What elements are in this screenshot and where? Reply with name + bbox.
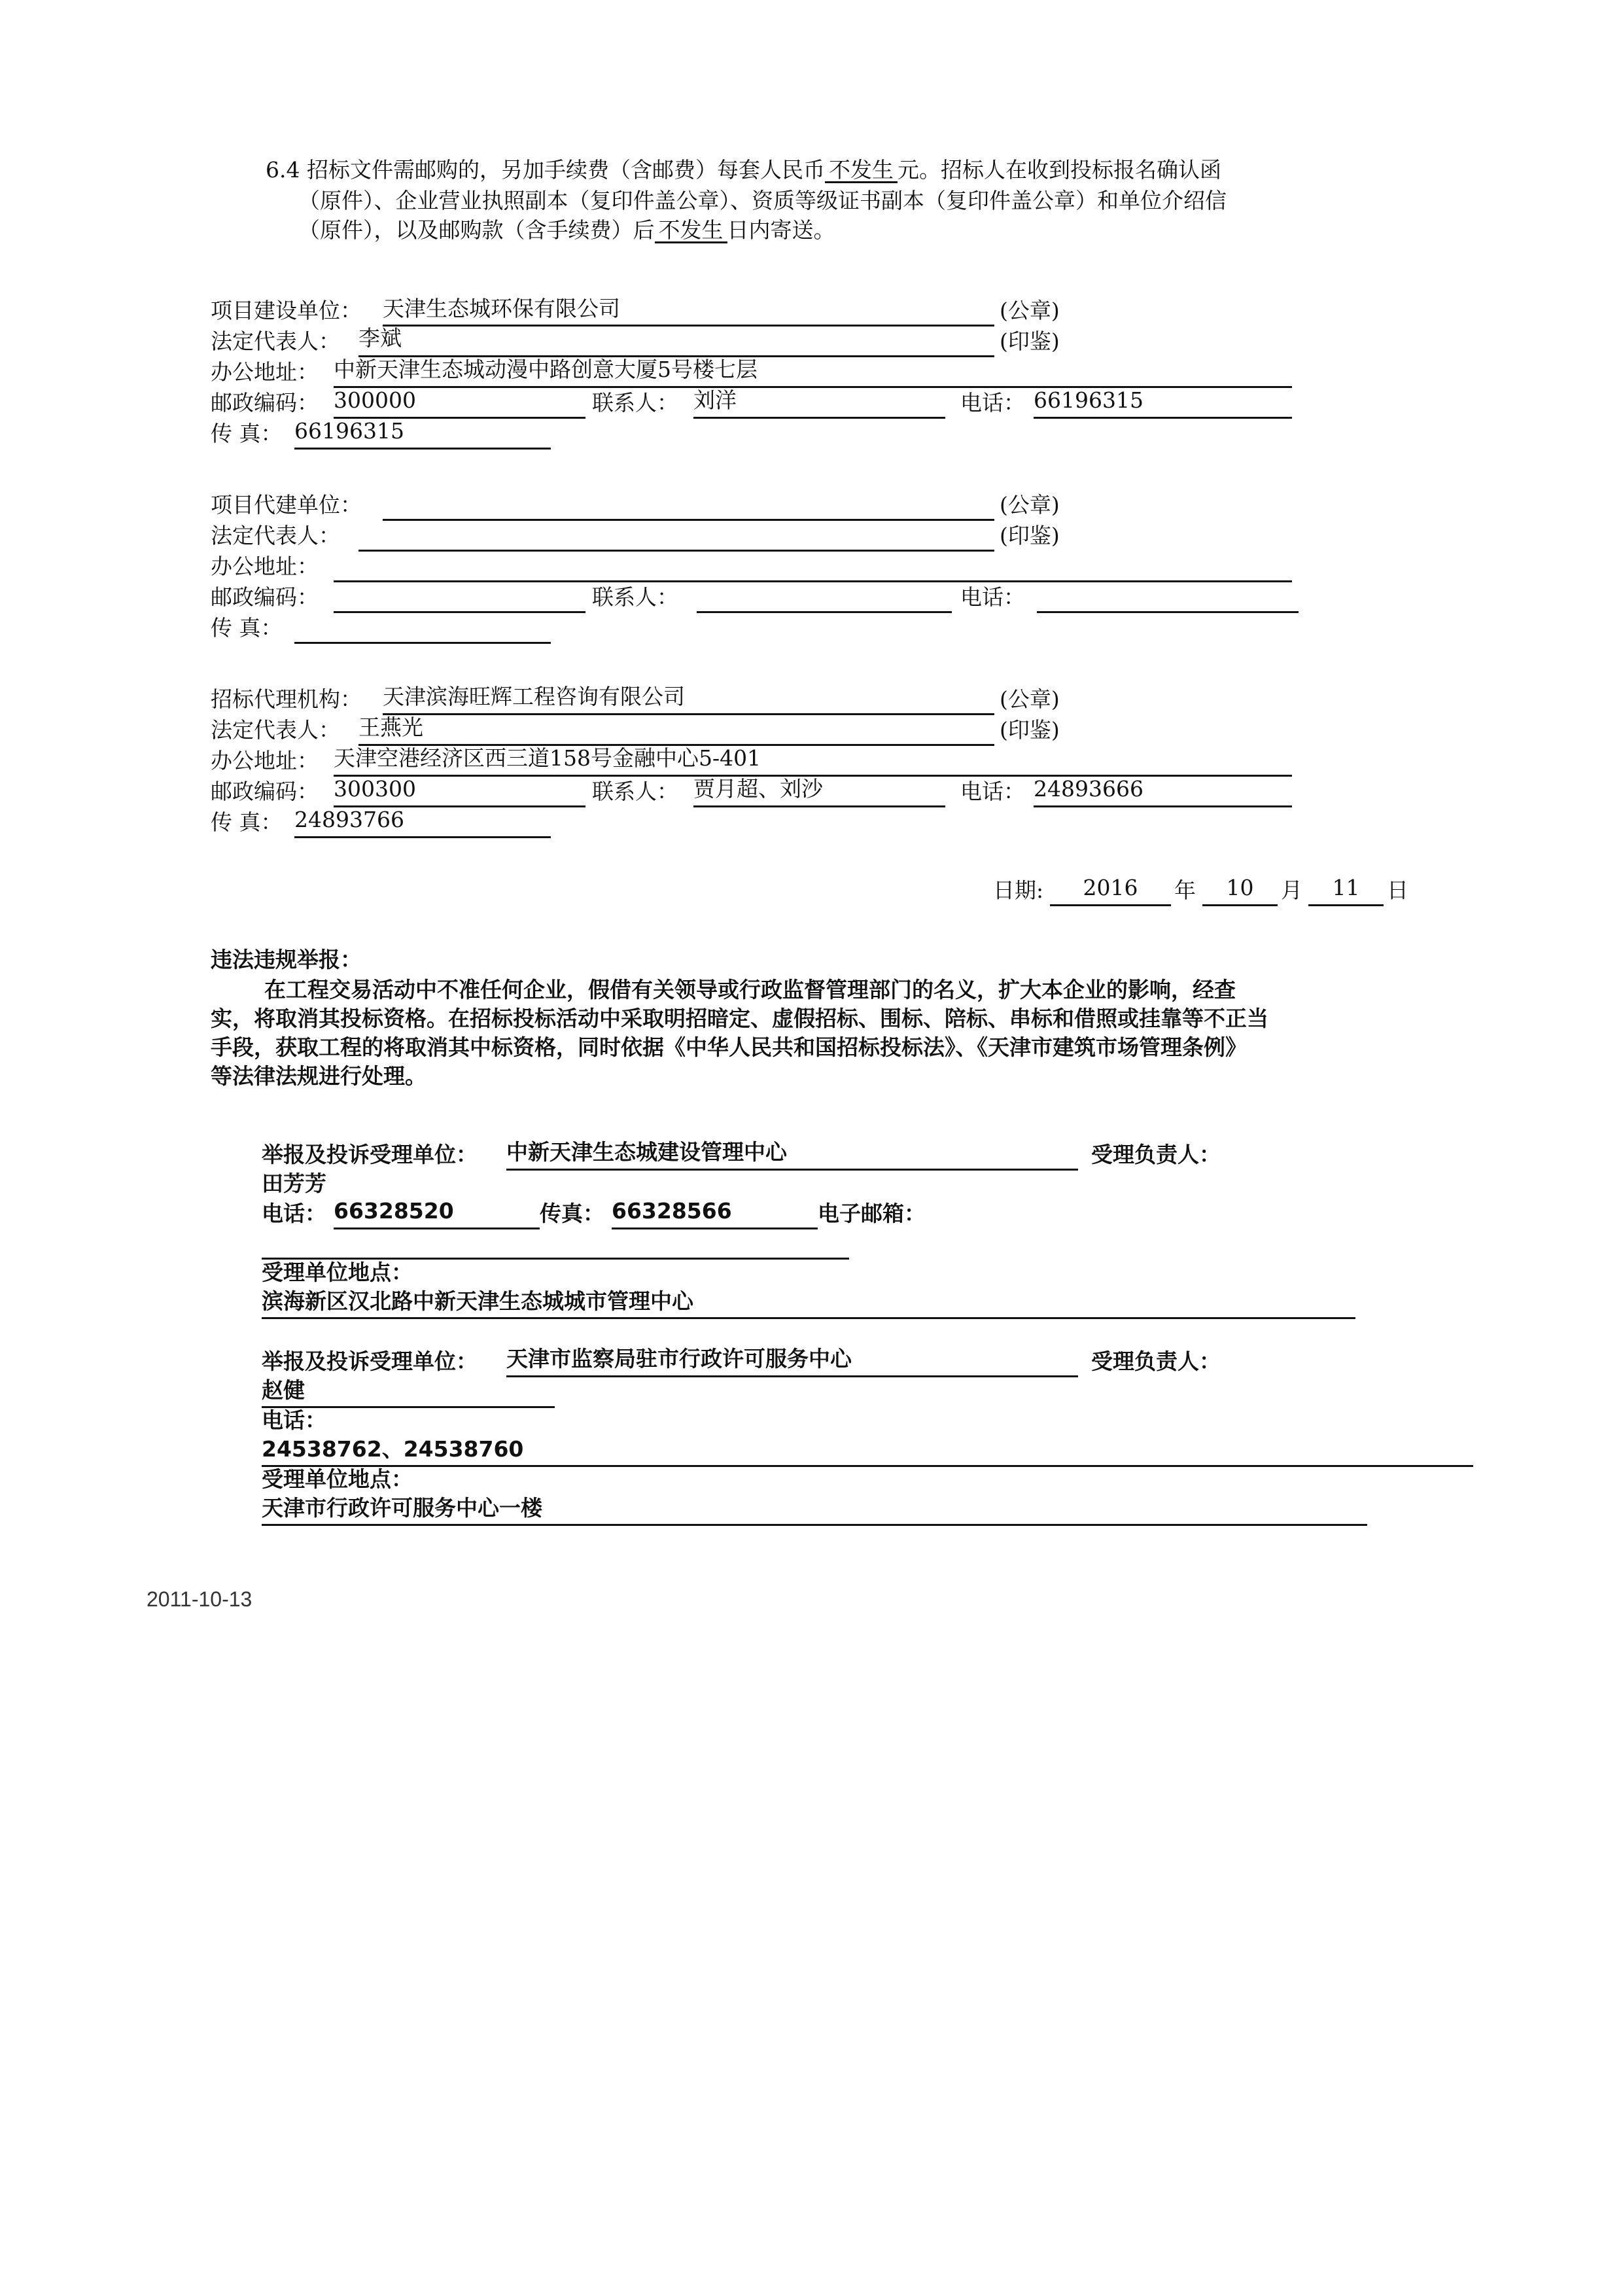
stamp-label: (印鉴) bbox=[1000, 717, 1060, 743]
construction-unit-label: 项目建设单位： bbox=[211, 298, 362, 323]
text: 日内寄送。 bbox=[727, 217, 835, 243]
text: 元。招标人在收到投标报名确认函 bbox=[897, 157, 1221, 183]
text: 6.4 招标文件需邮购的，另加手续费（含邮费）每套人民币 bbox=[266, 157, 825, 183]
contact-value: 刘洋 bbox=[693, 387, 737, 413]
stamp-label: (印鉴) bbox=[1000, 523, 1060, 548]
complaint-email-label: 电子邮箱： bbox=[818, 1201, 926, 1226]
agent-construction-unit-label: 项目代建单位： bbox=[211, 492, 362, 518]
phone-line bbox=[1034, 417, 1292, 419]
contact-line bbox=[697, 611, 952, 613]
legal-rep-line bbox=[358, 550, 994, 552]
office-address-label: 办公地址： bbox=[211, 359, 319, 385]
complaint-unit-label: 举报及投诉受理单位： bbox=[262, 1142, 478, 1167]
seal-label: (公章) bbox=[1000, 686, 1060, 712]
fax-value: 24893766 bbox=[294, 807, 404, 832]
complaint-address-value: 天津市行政许可服务中心一楼 bbox=[262, 1495, 542, 1521]
fax-line bbox=[294, 642, 551, 644]
text: （原件），以及邮购款（含手续费）后 bbox=[298, 217, 655, 243]
office-address-line bbox=[334, 386, 1292, 388]
postcode-label: 邮政编码： bbox=[211, 584, 319, 610]
phone-value: 66196315 bbox=[1034, 387, 1143, 413]
office-address-label: 办公地址： bbox=[211, 748, 319, 773]
fax-label: 传 真： bbox=[211, 615, 283, 641]
postcode-label: 邮政编码： bbox=[211, 390, 319, 415]
tendering-agency-line bbox=[383, 713, 994, 715]
date-day-line bbox=[1308, 904, 1384, 906]
day-unit: 日 bbox=[1387, 877, 1408, 903]
month-unit: 月 bbox=[1281, 877, 1302, 903]
report-paragraph-line-2: 实，将取消其投标资格。在招标投标活动中采取明招暗定、虚假招标、围标、陪标、串标和借照或挂靠等不正当 bbox=[211, 1006, 1268, 1031]
complaint-fax-line bbox=[612, 1227, 818, 1229]
contact-line bbox=[693, 417, 945, 419]
phone-label: 电话： bbox=[960, 584, 1025, 610]
complaint-unit-line bbox=[506, 1169, 1078, 1171]
report-heading: 违法违规举报： bbox=[211, 947, 362, 972]
stamp-label: (印鉴) bbox=[1000, 328, 1060, 354]
mail-days-value: 不发生 bbox=[655, 219, 727, 243]
date-year-line bbox=[1050, 904, 1171, 906]
year-unit: 年 bbox=[1174, 877, 1196, 903]
construction-unit-value: 天津生态城环保有限公司 bbox=[383, 296, 620, 321]
contact-label: 联系人： bbox=[592, 779, 678, 804]
complaint-phone-label: 电话： bbox=[262, 1201, 326, 1226]
complaint-head-value: 田芳芳 bbox=[262, 1171, 326, 1196]
legal-rep-label: 法定代表人： bbox=[211, 328, 340, 354]
complaint-phone-line bbox=[262, 1465, 1473, 1467]
construction-unit-line bbox=[383, 325, 994, 327]
phone-label: 电话： bbox=[960, 390, 1025, 415]
complaint-phone-value: 66328520 bbox=[334, 1198, 454, 1224]
complaint-address-value: 滨海新区汉北路中新天津生态城城市管理中心 bbox=[262, 1288, 693, 1314]
fax-value: 66196315 bbox=[294, 418, 404, 444]
complaint-head-label: 受理负责人： bbox=[1091, 1349, 1221, 1374]
phone-label: 电话： bbox=[960, 779, 1025, 804]
phone-line bbox=[1037, 611, 1299, 613]
complaint-unit-value: 天津市监察局驻市行政许可服务中心 bbox=[506, 1346, 852, 1371]
report-paragraph-line-4: 等法律法规进行处理。 bbox=[211, 1063, 427, 1089]
seal-label: (公章) bbox=[1000, 492, 1060, 518]
date-month-line bbox=[1202, 904, 1278, 906]
complaint-unit-label: 举报及投诉受理单位： bbox=[262, 1349, 478, 1374]
office-address-value: 天津空港经济区西三道158号金融中心5-401 bbox=[334, 745, 761, 771]
complaint-fax-label: 传真： bbox=[540, 1201, 604, 1226]
complaint-head-label: 受理负责人： bbox=[1091, 1142, 1221, 1167]
office-address-line bbox=[334, 580, 1292, 582]
seal-label: (公章) bbox=[1000, 298, 1060, 323]
postcode-line bbox=[334, 611, 585, 613]
complaint-address-line bbox=[262, 1317, 1355, 1319]
complaint-fax-value: 66328566 bbox=[612, 1198, 732, 1224]
complaint-unit-value: 中新天津生态城建设管理中心 bbox=[506, 1139, 787, 1165]
section-6-4-line-3 bbox=[298, 217, 835, 243]
office-address-value: 中新天津生态城动漫中路创意大厦5号楼七层 bbox=[334, 357, 758, 382]
date-label: 日期: bbox=[993, 877, 1044, 903]
complaint-phone-value: 24538762、24538760 bbox=[262, 1436, 524, 1462]
date-year: 2016 bbox=[1083, 875, 1138, 900]
tendering-agency-label: 招标代理机构： bbox=[211, 686, 362, 712]
phone-line bbox=[1034, 805, 1292, 807]
section-6-4-line-2: （原件）、企业营业执照副本（复印件盖公章）、资质等级证书副本（复印件盖公章）和单位介绍信 bbox=[298, 188, 1227, 213]
contact-value: 贾月超、刘沙 bbox=[693, 776, 823, 802]
contact-label: 联系人： bbox=[592, 390, 678, 415]
phone-value: 24893666 bbox=[1034, 776, 1143, 802]
complaint-head-value: 赵健 bbox=[262, 1377, 305, 1403]
contact-label: 联系人： bbox=[592, 584, 678, 610]
fax-line bbox=[294, 836, 551, 838]
complaint-unit-line bbox=[506, 1375, 1078, 1377]
complaint-phone-label: 电话： bbox=[262, 1407, 326, 1433]
legal-rep-value: 李斌 bbox=[358, 325, 402, 351]
legal-rep-value: 王燕光 bbox=[358, 715, 423, 740]
complaint-address-line bbox=[262, 1524, 1367, 1526]
legal-rep-label: 法定代表人： bbox=[211, 523, 340, 548]
office-address-label: 办公地址： bbox=[211, 554, 319, 579]
fax-label: 传 真： bbox=[211, 809, 283, 835]
fax-label: 传 真： bbox=[211, 421, 283, 446]
mail-fee-value: 不发生 bbox=[825, 159, 898, 183]
footer-date: 2011-10-13 bbox=[147, 1587, 253, 1611]
complaint-phone-line bbox=[334, 1227, 540, 1229]
contact-line bbox=[693, 805, 945, 807]
postcode-value: 300300 bbox=[334, 776, 416, 802]
date-month: 10 bbox=[1226, 875, 1254, 900]
postcode-value: 300000 bbox=[334, 387, 416, 413]
agent-construction-unit-line bbox=[383, 519, 994, 521]
section-6-4-line-1 bbox=[266, 157, 1221, 183]
report-paragraph-line-3: 手段，获取工程的将取消其中标资格，同时依据《中华人民共和国招标投标法》、《天津市建筑市场管理条例》 bbox=[211, 1034, 1247, 1060]
date-day: 11 bbox=[1332, 875, 1360, 900]
complaint-address-label: 受理单位地点： bbox=[262, 1466, 413, 1492]
complaint-address-label: 受理单位地点： bbox=[262, 1260, 413, 1285]
report-paragraph-line-1: 在工程交易活动中不准任何企业，假借有关领导或行政监督管理部门的名义，扩大本企业的影响，经查 bbox=[264, 977, 1236, 1002]
tendering-agency-value: 天津滨海旺辉工程咨询有限公司 bbox=[383, 684, 685, 709]
postcode-label: 邮政编码： bbox=[211, 779, 319, 804]
legal-rep-label: 法定代表人： bbox=[211, 717, 340, 743]
fax-line bbox=[294, 448, 551, 450]
